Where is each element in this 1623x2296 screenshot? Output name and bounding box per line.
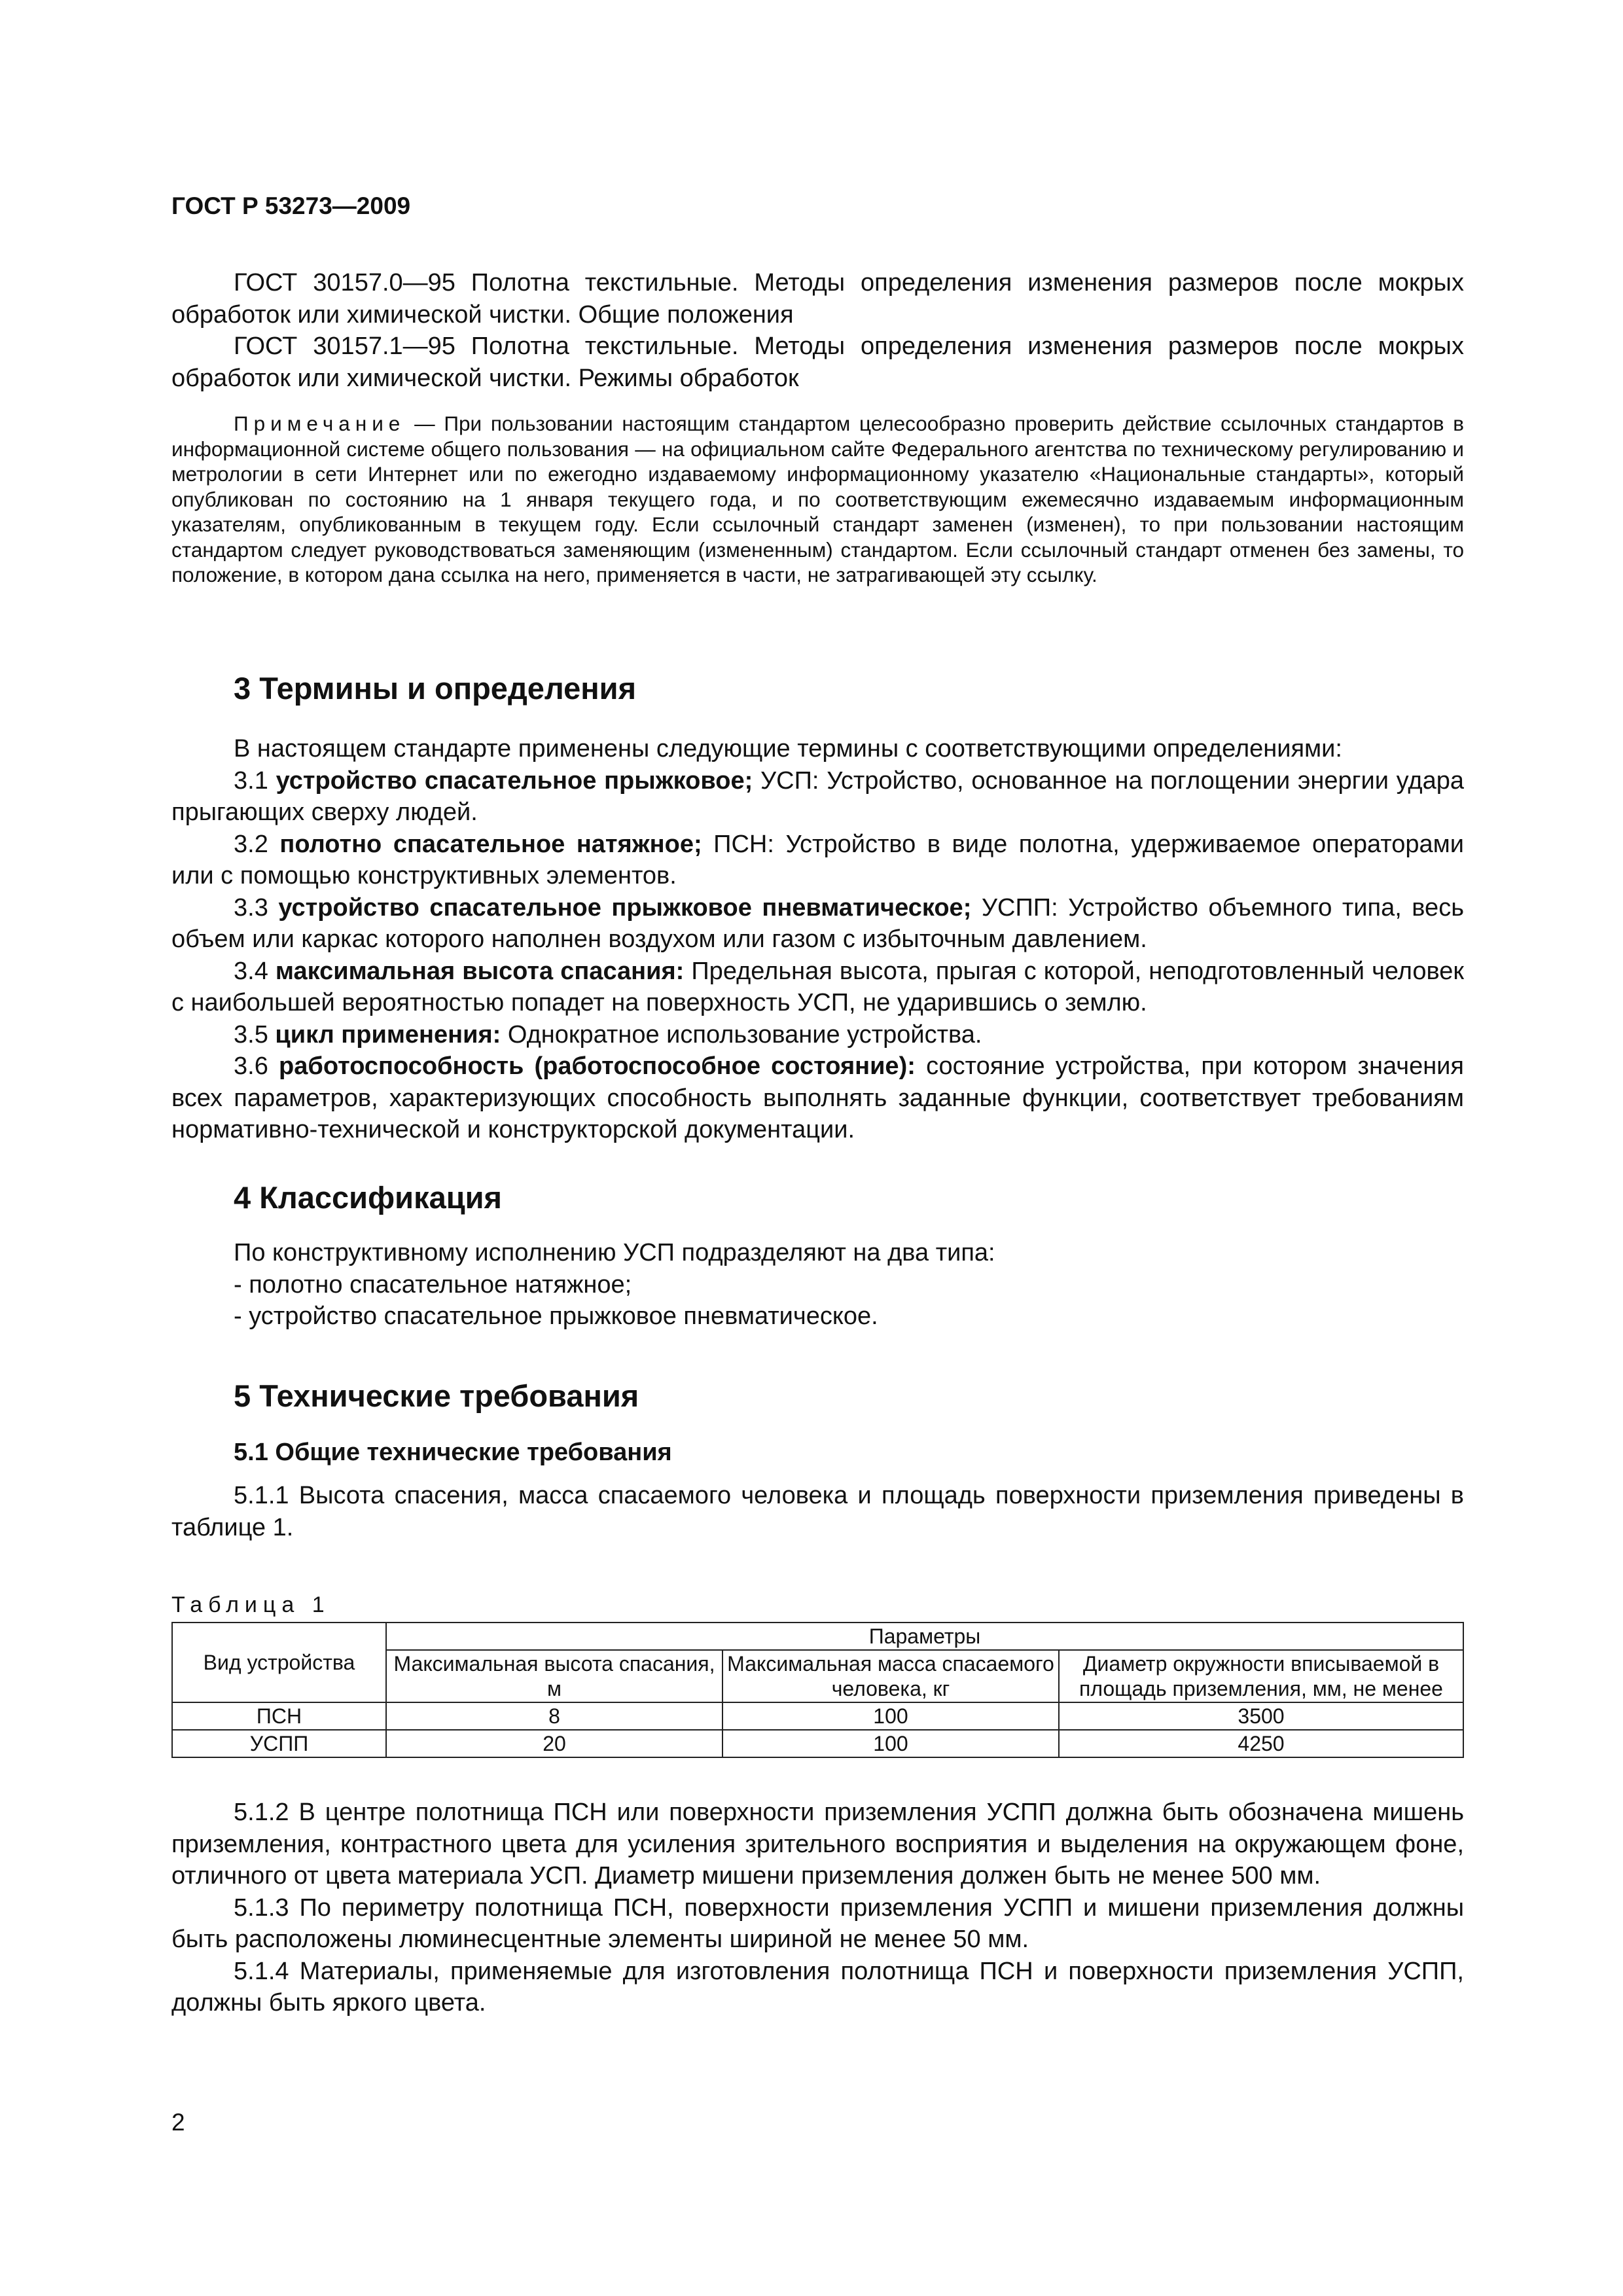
term-item bbox=[171, 892, 1464, 956]
term-number: 3.6 bbox=[234, 1052, 279, 1080]
section-5 bbox=[171, 1376, 1464, 1543]
paragraph-5-1-1: 5.1.1 Высота спасения, масса спасаемого человека и площадь поверхности приземления приведены в таблице 1. bbox=[171, 1482, 1464, 1541]
term-name: устройство спасательное прыжковое; bbox=[276, 766, 753, 795]
section-4 bbox=[171, 1178, 1464, 1333]
term-definition: УСПП: Устройство объемного типа, весь объем или каркас которого наполнен воздухом или газом с избыточным давлением. bbox=[171, 893, 1464, 953]
section-5-title: 5 Технические требования bbox=[234, 1378, 639, 1413]
table-cell: 100 bbox=[722, 1702, 1059, 1730]
classification-line: По конструктивному исполнению УСП подразделяют на два типа: bbox=[234, 1239, 995, 1266]
table-header-cell: Диаметр окружности вписываемой в площадь приземления, мм, не менее bbox=[1059, 1650, 1463, 1702]
term-item bbox=[171, 829, 1464, 892]
references-block bbox=[171, 267, 1464, 394]
term-name: максимальная высота спасания: bbox=[275, 957, 685, 985]
reference-item: ГОСТ 30157.0—95 Полотна текстильные. Методы определения изменения размеров после мокрых обработок или химической чистки. Общие положения bbox=[171, 269, 1464, 329]
table-header-cell: Максимальная масса спасаемого человека, кг bbox=[722, 1650, 1059, 1702]
term-number: 3.2 bbox=[234, 830, 280, 858]
term-number: 3.1 bbox=[234, 766, 276, 795]
note-block bbox=[171, 411, 1464, 588]
table-header-cell: Вид устройства bbox=[172, 1623, 386, 1702]
section-3 bbox=[171, 669, 1464, 1146]
table-caption: Таблица 1 bbox=[171, 1592, 330, 1617]
note-text: — При пользовании настоящим стандартом целесообразно проверить действие ссылочных стандартов в информационной системе общего пользования — на официальном сайте Федерального агентства по техническому регулированию и метрологии в сети Интернет или по ежегодно издаваемому информационному указателю «Национальные стандарты», который опубликован по состоянию на 1 января текущего года, и по соответствующим ежемесячно издаваемым информационным указателям, опубликованным в текущем году. Если ссылочный стандарт заменен (изменен), то при пользовании настоящим стандартом следует руководствоваться заменяющим (измененным) стандартом. Если ссылочный стандарт отменен без замены, то положение, в котором дана ссылка на него, применяется в части, не затрагивающей эту ссылку. bbox=[171, 412, 1464, 586]
parameters-table bbox=[171, 1622, 1464, 1758]
subsection-5-1-title: 5.1 Общие технические требования bbox=[234, 1439, 672, 1466]
classification-line: - устройство спасательное прыжковое пневматическое. bbox=[234, 1302, 878, 1330]
term-item bbox=[171, 1050, 1464, 1146]
term-number: 3.4 bbox=[234, 957, 276, 985]
note-label: Примечание bbox=[234, 412, 406, 435]
table-cell: 4250 bbox=[1059, 1730, 1463, 1757]
term-number: 3.5 bbox=[234, 1020, 276, 1049]
term-definition: ПСН: Устройство в виде полотна, удерживаемое операторами или с помощью конструктивных элементов. bbox=[171, 830, 1464, 889]
paragraph-5-1-2: 5.1.2 В центре полотнища ПСН или поверхности приземления УСПП должна быть обозначена мишень приземления, контрастного цвета для усиления зрительного восприятия и выделения на окружающем фоне, отличного от цвета материала УСП. Диаметр мишени приземления должен быть не менее 500 мм. bbox=[171, 1799, 1464, 1890]
table-cell: ПСН bbox=[172, 1702, 386, 1730]
term-item bbox=[171, 956, 1464, 1019]
term-number: 3.3 bbox=[234, 893, 279, 922]
reference-item: ГОСТ 30157.1—95 Полотна текстильные. Методы определения изменения размеров после мокрых обработок или химической чистки. Режимы обработок bbox=[171, 332, 1464, 392]
table-row bbox=[172, 1730, 1463, 1757]
table-cell: 3500 bbox=[1059, 1702, 1463, 1730]
table-header-cell: Параметры bbox=[386, 1623, 1463, 1650]
term-name: работоспособность (работоспособное состояние): bbox=[279, 1052, 916, 1080]
table-cell: 100 bbox=[722, 1730, 1059, 1757]
term-definition: состояние устройства, при котором значения всех параметров, характеризующих способность выполнять заданные функции, соответствует требованиям нормативно-технической и конструкторской документации. bbox=[171, 1052, 1464, 1143]
table-row bbox=[172, 1702, 1463, 1730]
paragraph-5-1-4: 5.1.4 Материалы, применяемые для изготовления полотнища ПСН и поверхности приземления УСПП, должны быть яркого цвета. bbox=[171, 1957, 1464, 2017]
classification-line: - полотно спасательное натяжное; bbox=[234, 1270, 632, 1299]
table-cell: УСПП bbox=[172, 1730, 386, 1757]
term-item bbox=[171, 765, 1464, 829]
table-header-row bbox=[172, 1623, 1463, 1650]
table-1-block bbox=[171, 1590, 1464, 1758]
section-3-title: 3 Термины и определения bbox=[234, 671, 636, 706]
section-4-title: 4 Классификация bbox=[234, 1180, 502, 1215]
requirements-block bbox=[171, 1797, 1464, 2019]
term-definition: Предельная высота, прыгая с которой, неподготовленный человек с наибольшей вероятностью попадет на поверхность УСП, не ударившись о землю. bbox=[171, 957, 1464, 1016]
term-name: цикл применения: bbox=[275, 1020, 501, 1049]
term-name: полотно спасательное натяжное; bbox=[279, 830, 702, 858]
term-name: устройство спасательное прыжковое пневматическое; bbox=[278, 893, 972, 922]
term-definition: УСП: Устройство, основанное на поглощении энергии удара прыгающих сверху людей. bbox=[171, 766, 1464, 826]
table-cell: 8 bbox=[386, 1702, 722, 1730]
page-number: 2 bbox=[171, 2109, 185, 2136]
paragraph-5-1-3: 5.1.3 По периметру полотнища ПСН, поверхности приземления УСПП и мишени приземления должны быть расположены люминесцентные элементы шириной не менее 50 мм. bbox=[171, 1893, 1464, 1953]
note-paragraph bbox=[171, 411, 1464, 588]
table-cell: 20 bbox=[386, 1730, 722, 1757]
term-item bbox=[171, 1019, 1464, 1051]
table-header-cell: Максимальная высота спасания, м bbox=[386, 1650, 722, 1702]
term-definition: Однократное использование устройства. bbox=[501, 1020, 982, 1049]
document-code-header: ГОСТ Р 53273—2009 bbox=[171, 192, 411, 219]
section-3-intro: В настоящем стандарте применены следующие термины с соответствующими определениями: bbox=[234, 735, 1342, 762]
